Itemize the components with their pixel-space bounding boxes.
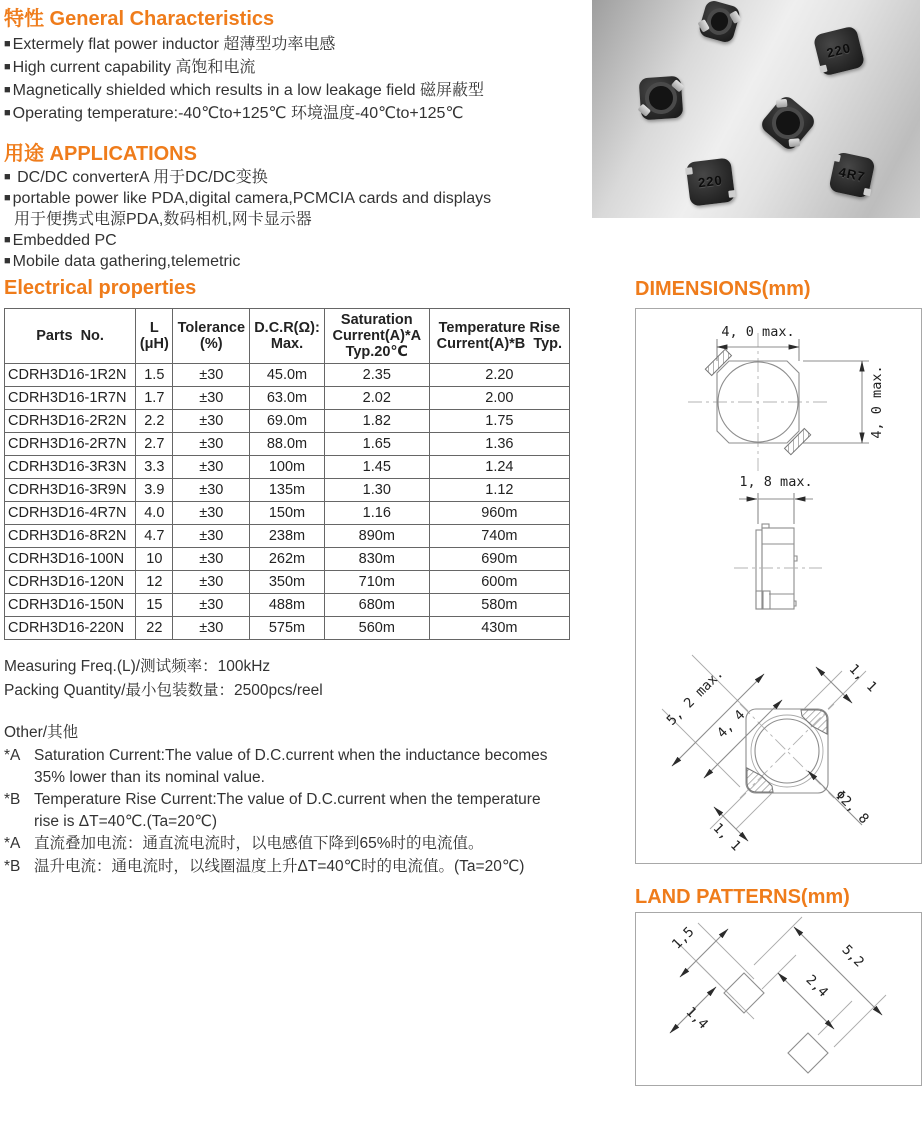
inductor-photo-bottom-view [698,0,742,44]
inductor-photo-bottom-view [758,93,817,152]
packing-quantity-note: Packing Quantity/最小包装数量：2500pcs/reel [4,682,323,699]
inductor-marking: 220 [697,172,724,191]
terminal-chip [833,154,841,162]
list-item: ■ Operating temperature:-40℃to+125℃ 环境温度-40℃to+125℃ [4,105,464,122]
table-row: CDRH3D16-2R2N 2.2 ±30 69.0m 1.82 1.75 [5,410,570,433]
characteristics-list [4,33,484,125]
bottom-view-drawing [662,655,880,854]
table-row: CDRH3D16-2R7N 2.7 ±30 88.0m 1.65 1.36 [5,433,570,456]
terminal-hatch [747,768,773,792]
section-title-land-patterns: LAND PATTERNS(mm) [635,886,850,908]
inductor-core [704,5,735,38]
bullet-icon: ■ [4,171,11,183]
electrical-properties-table [4,308,570,640]
dim-label-hole: Φ2, 8 [831,787,872,828]
terminal-chip [685,167,693,175]
table-row: CDRH3D16-8R2N 4.7 ±30 238m 890m 740m [5,525,570,548]
table-row: CDRH3D16-150N 15 ±30 488m 680m 580m [5,594,570,617]
bullet-icon: ■ [4,61,11,73]
land-label-pad-width: 1,5 [668,923,698,953]
table-row: CDRH3D16-3R3N 3.3 ±30 100m 1.45 1.24 [5,456,570,479]
land-pattern-dimensions [669,917,886,1047]
land-patterns-drawing-box [635,912,922,1086]
measuring-freq-note: Measuring Freq.(L)/测试频率：100kHz [4,658,271,675]
applications-list [4,167,491,272]
section-title-dimensions: DIMENSIONS(mm) [635,278,811,300]
land-label-pad-height: 1,4 [682,1003,712,1033]
table-row: CDRH3D16-1R2N 1.5 ±30 45.0m 2.35 2.20 [5,364,570,387]
dim-label-thickness: 1, 8 max. [739,474,813,490]
bullet-icon: ■ [4,38,11,50]
list-item-continuation: 用于便携式电源PDA,数码相机,网卡显示器 [14,211,312,228]
section-title-electrical: Electrical properties [4,277,197,299]
dim-label-pad-tr: 1, 1 [845,661,880,696]
terminal-pad [776,99,788,108]
land-label-pitch: 2,4 [802,971,832,1001]
col-header-dcr: D.C.R(Ω): Max. [250,309,325,364]
land-patterns-drawing [636,913,921,1085]
note-a-en: *A Saturation Current:The value of D.C.current when the inductance becomes 35% lower than its nominal value. [4,745,548,789]
note-label: *B [4,858,21,875]
bullet-icon: ■ [4,234,11,246]
list-item: ■ DC/DC converterA 用于DC/DC变换 [4,169,268,186]
section-title-characteristics: 特性 General Characteristics [4,8,275,30]
table-row: CDRH3D16-3R9N 3.9 ±30 135m 1.30 1.12 [5,479,570,502]
bullet-icon: ■ [4,192,11,204]
other-note-title: Other/其他 [4,724,79,741]
dim-label-height: 4, 0 max. [869,365,885,439]
bullet-icon: ■ [4,107,11,119]
inductor-core [765,100,810,145]
list-item: ■ Extermely flat power inductor 超薄型功率电感 [4,36,336,53]
terminal-chip [819,65,827,73]
dim-label-width: 4, 0 max. [721,324,795,340]
list-item: ■ Embedded PC [4,232,117,249]
table-row: CDRH3D16-220N 22 ±30 575m 560m 430m [5,617,570,640]
inductor-marking: 220 [825,40,853,61]
inductor-marking: 4R7 [837,164,867,185]
list-item: ■ High current capability 高饱和电流 [4,59,256,76]
inductor-photo-marked [813,25,866,76]
product-photo [592,0,920,218]
section-title-applications: 用途 APPLICATIONS [4,143,197,165]
inductor-photo-bottom-view [639,76,684,121]
col-header-l: L (μH) [136,309,173,364]
top-view-drawing [688,324,885,471]
side-view-drawing [734,474,822,609]
list-item: ■ Magnetically shielded which results in a low leakage field 磁屏蔽型 [4,82,484,99]
terminal-pad [789,138,801,147]
col-header-tolerance: Tolerance (%) [173,309,250,364]
terminal-chip [728,190,736,198]
table-row: CDRH3D16-100N 10 ±30 262m 830m 690m [5,548,570,571]
note-a-cn: *A 直流叠加电流：通直流电流时，以电感值下降到65%时的电流值。 [4,833,484,855]
col-header-temp-rise: Temperature Rise Current(A)*B Typ. [429,309,569,364]
inductor-photo-marked [828,151,875,198]
bullet-icon: ■ [4,255,11,267]
dim-label-diag-total: 5, 2 max. [663,665,727,729]
note-label: *A [4,835,21,852]
col-header-parts: Parts No. [5,309,136,364]
table-row: CDRH3D16-120N 12 ±30 350m 710m 600m [5,571,570,594]
note-label: *A [4,747,21,764]
dim-label-pad-bl: 1, 1 [709,820,744,855]
inductor-photo-marked [685,157,735,206]
dimensions-drawing-box [635,308,922,864]
note-b-en: *B Temperature Rise Current:The value of D.C.current when the temperature rise is ΔT=40℃.(Ta=20℃) [4,789,541,833]
dim-label-diag-inner: 4, 4 [714,707,749,742]
note-label: *B [4,791,21,808]
land-label-total: 5,2 [838,941,868,971]
note-b-cn: *B 温升电流：通电流时，以线圈温度上升ΔT=40℃时的电流值。(Ta=20℃) [4,856,524,878]
list-item: ■ portable power like PDA,digital camera,PCMCIA cards and displays [4,190,492,207]
terminal-chip [863,188,871,196]
col-header-saturation: Saturation Current(A)*A Typ.20℃ [324,309,429,364]
table-row: CDRH3D16-1R7N 1.7 ±30 63.0m 2.02 2.00 [5,387,570,410]
table-row: CDRH3D16-4R7N 4.0 ±30 150m 1.16 960m [5,502,570,525]
dimensions-drawing [636,309,921,863]
bullet-icon: ■ [4,84,11,96]
table-header-row [5,309,570,364]
list-item: ■ Mobile data gathering,telemetric [4,253,241,270]
terminal-hatch [801,710,827,734]
